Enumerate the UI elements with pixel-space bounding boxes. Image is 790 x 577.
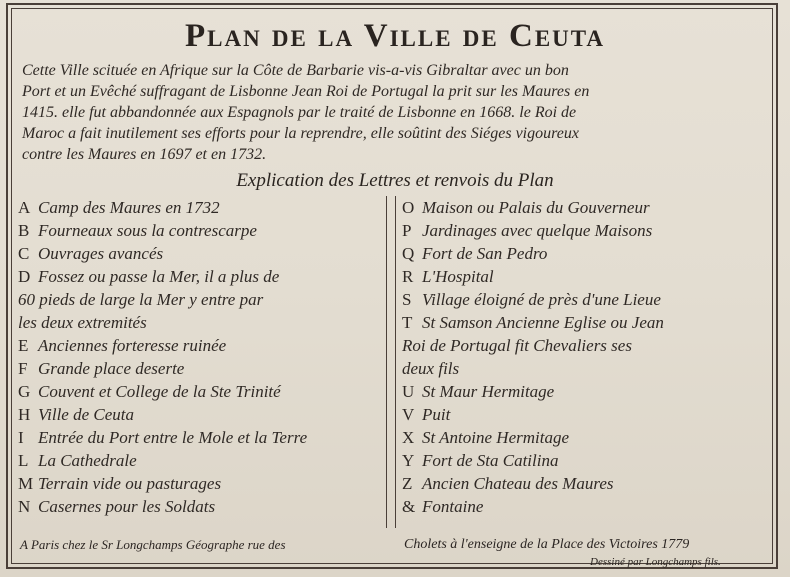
legend-right-column: [402, 196, 772, 518]
legend-letter: P: [402, 221, 412, 240]
legend-text: St Maur Hermitage: [422, 382, 555, 401]
legend-letter: N: [18, 497, 31, 516]
legend-entry: [18, 311, 386, 334]
legend-entry: [402, 357, 772, 380]
legend-letter: M: [18, 474, 34, 493]
legend-text: les deux extremités: [18, 313, 147, 332]
legend-text: St Antoine Hermitage: [422, 428, 569, 447]
legend-entry: [402, 472, 772, 495]
legend-letter: B: [18, 221, 30, 240]
legend-letter: Y: [402, 451, 415, 470]
legend-entry: [18, 219, 386, 242]
legend-entry: [18, 403, 386, 426]
legend-text: Ville de Ceuta: [38, 405, 134, 424]
legend-text: Ouvrages avancés: [38, 244, 164, 263]
legend-entry: [18, 357, 386, 380]
legend-entry: [402, 196, 772, 219]
legend-text: St Samson Ancienne Eglise ou Jean: [422, 313, 664, 332]
legend-text: Couvent et College de la Ste Trinité: [38, 382, 281, 401]
legend-entry: [402, 426, 772, 449]
legend-entry: [402, 219, 772, 242]
legend-text: La Cathedrale: [38, 451, 137, 470]
legend-letter: O: [402, 198, 415, 217]
legend-entry: [402, 288, 772, 311]
legend-text: Maison ou Palais du Gouverneur: [422, 198, 650, 217]
legend-letter: Q: [402, 244, 415, 263]
intro-line: Port et un Evêché suffragant de Lisbonne Jean Roi de Portugal la prit sur les Maures en: [22, 83, 590, 100]
legend-text: 60 pieds de large la Mer y entre par: [18, 290, 264, 309]
legend-text: Fontaine: [422, 497, 484, 516]
legend-left-column: [18, 196, 386, 518]
legend-text: Casernes pour les Soldats: [38, 497, 216, 516]
legend-letter: &: [402, 497, 416, 516]
legend-text: Fort de San Pedro: [422, 244, 548, 263]
legend-entry: [18, 196, 386, 219]
legend-heading: Explication des Lettres et renvois du Plan: [236, 170, 554, 191]
intro-text: [22, 60, 774, 165]
legend-letter: I: [18, 428, 24, 447]
legend-text: Entrée du Port entre le Mole et la Terre: [38, 428, 308, 447]
legend-text: Terrain vide ou pasturages: [38, 474, 222, 493]
legend-text: deux fils: [402, 359, 460, 378]
legend-letter: V: [402, 405, 415, 424]
legend-text: Jardinages avec quelque Maisons: [422, 221, 653, 240]
intro-line: Cette Ville scituée en Afrique sur la Côte de Barbarie vis-a-vis Gibraltar avec un bon: [22, 62, 569, 79]
legend-entry: [18, 472, 386, 495]
page-title: Plan de la Ville de Ceuta: [184, 18, 606, 54]
legend-letter: U: [402, 382, 415, 401]
legend-text: Fort de Sta Catilina: [422, 451, 559, 470]
legend-entry: [18, 288, 386, 311]
imprint-right: Cholets à l'enseigne de la Place des Victoires 1779: [404, 537, 690, 552]
legend-text: Grande place deserte: [38, 359, 185, 378]
legend-entry: [402, 265, 772, 288]
legend-letter: G: [18, 382, 31, 401]
legend-letter: F: [18, 359, 28, 378]
legend-text: Village éloigné de près d'une Lieue: [422, 290, 661, 309]
imprint-left: A Paris chez le Sr Longchamps Géographe rue des: [20, 537, 286, 552]
legend-letter: C: [18, 244, 30, 263]
legend-letter: R: [402, 267, 414, 286]
legend-entry: [18, 449, 386, 472]
legend-text: Roi de Portugal fit Chevaliers ses: [402, 336, 632, 355]
legend-letter: L: [18, 451, 29, 470]
legend-text: Ancien Chateau des Maures: [422, 474, 614, 493]
legend-text: Fourneaux sous la contrescarpe: [38, 221, 257, 240]
legend-letter: D: [18, 267, 31, 286]
legend-entry: [18, 242, 386, 265]
legend-text: Anciennes forteresse ruinée: [38, 336, 227, 355]
legend-letter: S: [402, 290, 412, 309]
engraver-signature: Dessiné par Longchamps fils.: [590, 556, 721, 568]
legend-entry: [18, 334, 386, 357]
legend-letter: Z: [402, 474, 413, 493]
legend-entry: [18, 380, 386, 403]
legend-text: Fossez ou passe la Mer, il a plus de: [38, 267, 280, 286]
legend-entry: [18, 426, 386, 449]
legend-letter: A: [18, 198, 31, 217]
legend-entry: [402, 242, 772, 265]
legend-entry: [402, 334, 772, 357]
legend-text: L'Hospital: [422, 267, 494, 286]
intro-line: Maroc a fait inutilement ses efforts pour la reprendre, elle soûtint des Siéges vigoureux: [22, 125, 579, 142]
legend-entry: [402, 380, 772, 403]
legend-entry: [18, 265, 386, 288]
legend-text: Puit: [422, 405, 451, 424]
legend-letter: X: [402, 428, 415, 447]
legend-entry: [402, 311, 772, 334]
legend-entry: [402, 403, 772, 426]
legend-entry: [18, 495, 386, 518]
legend-letter: H: [18, 405, 31, 424]
intro-line: 1415. elle fut abbandonnée aux Espagnols par le traité de Lisbonne en 1668. le Roi de: [22, 104, 577, 121]
legend-letter: E: [18, 336, 29, 355]
intro-line: contre les Maures en 1697 et en 1732.: [22, 146, 267, 163]
legend-entry: [402, 449, 772, 472]
legend-text: Camp des Maures en 1732: [38, 198, 220, 217]
legend-entry: [402, 495, 772, 518]
legend-letter: T: [402, 313, 413, 332]
column-divider: [386, 196, 396, 528]
